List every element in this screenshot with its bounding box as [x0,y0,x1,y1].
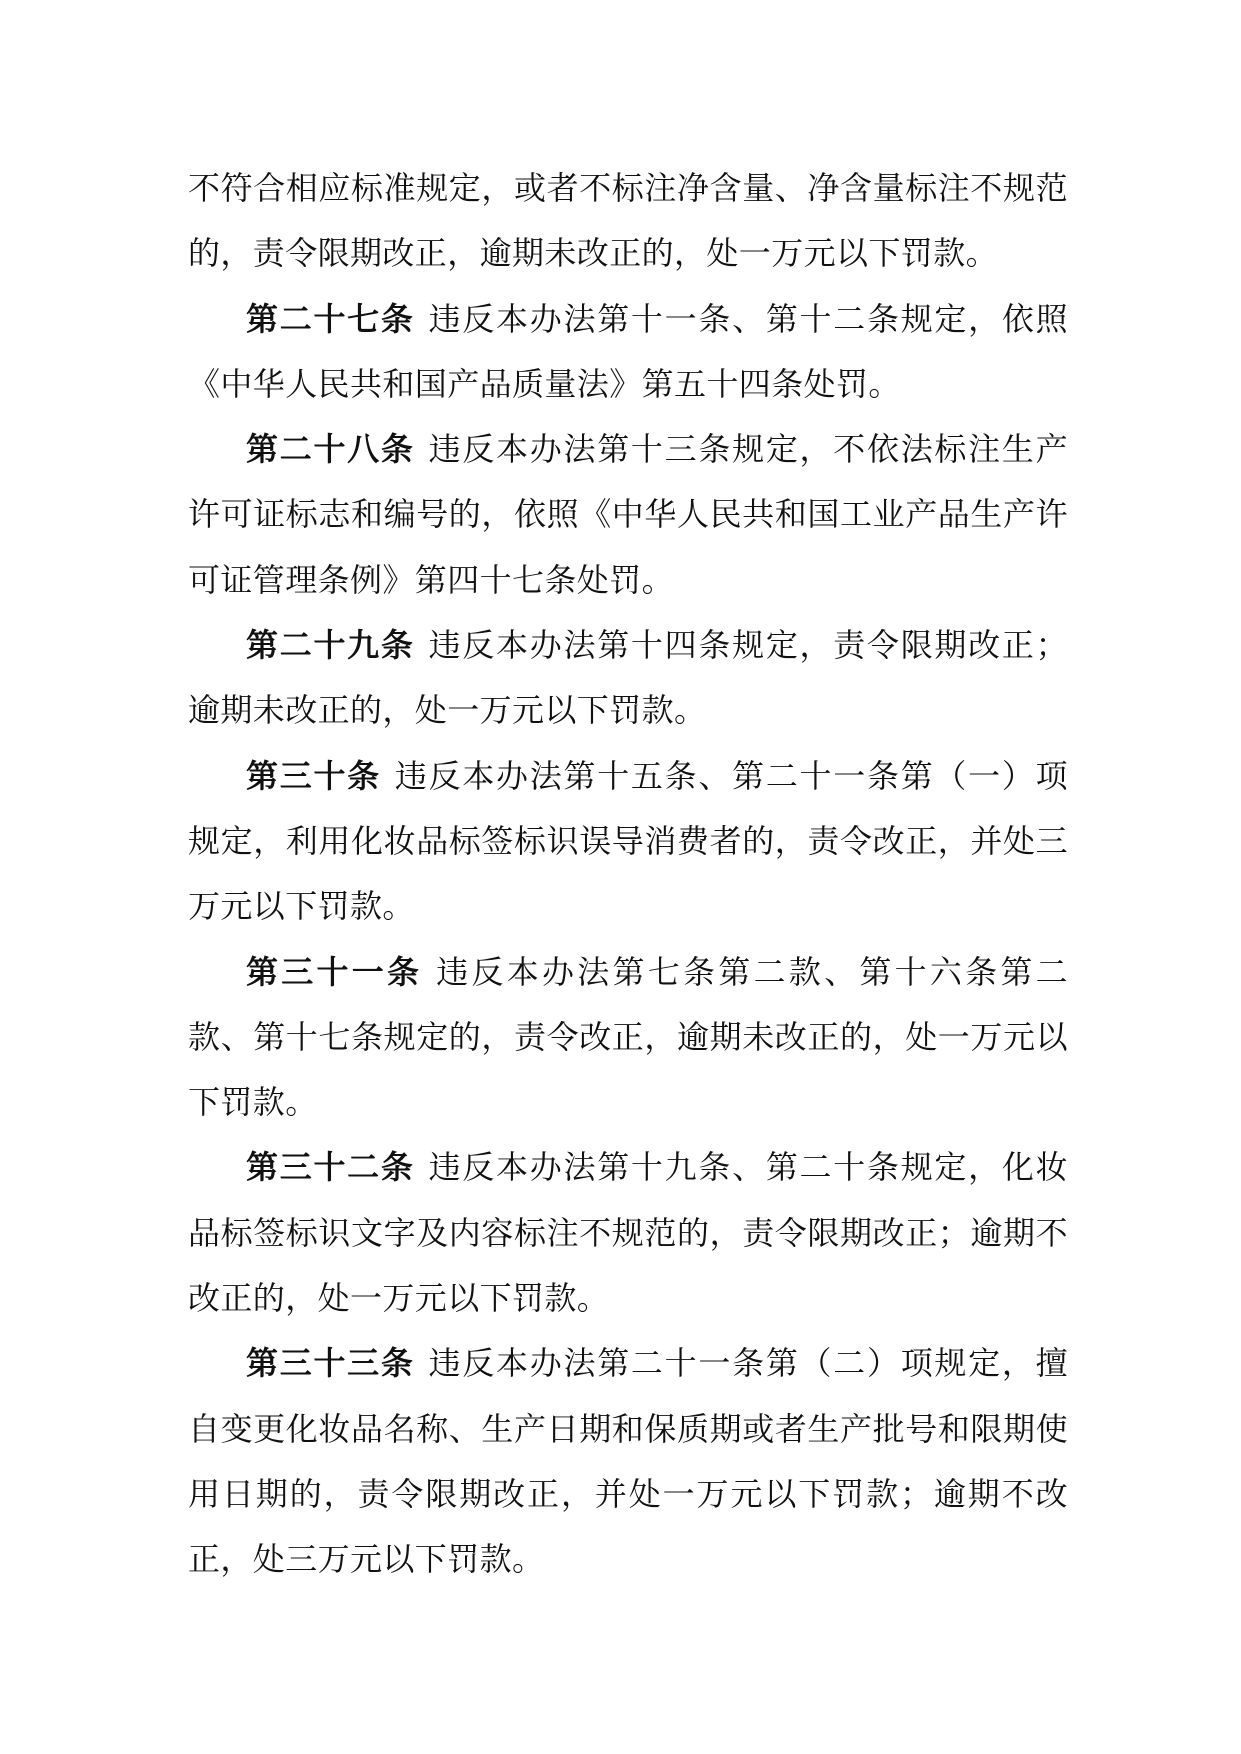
article-number: 第三十二条 [246,1148,415,1187]
article-number: 第三十条 [246,756,381,795]
article-number: 第三十三条 [246,1344,415,1383]
article-text: 违反本办法第二十一条第（二）项规定，擅自变更化妆品名称、生产日期和保质期或者生产批号和限期使用日期的，责令限期改正，并处一万元以下罚款；逾期不改正，处三万元以下罚款。 [188,1344,1068,1579]
article-number: 第三十一条 [246,952,423,991]
article-number: 第二十七条 [246,299,415,338]
document-page [188,156,1068,1593]
article-31 [188,940,1068,1136]
article-text: 违反本办法第十五条、第二十一条第（一）项规定，利用化妆品标签标识误导消费者的，责令改正，并处三万元以下罚款。 [188,756,1068,926]
continuation-paragraph: 不符合相应标准规定，或者不标注净含量、净含量标注不规范的，责令限期改正，逾期未改正的，处一万元以下罚款。 [188,169,1068,273]
article-text: 违反本办法第十九条、第二十条规定，化妆品标签标识文字及内容标注不规范的，责令限期改正；逾期不改正的，处一万元以下罚款。 [188,1148,1068,1318]
article-28 [188,417,1068,613]
article-text: 违反本办法第十三条规定，不依法标注生产许可证标志和编号的，依照《中华人民共和国工业产品生产许可证管理条例》第四十七条处罚。 [188,430,1068,599]
article-27 [188,287,1068,418]
article-text: 违反本办法第十四条规定，责令限期改正；逾期未改正的，处一万元以下罚款。 [188,626,1068,730]
article-29 [188,613,1068,744]
article-text: 违反本办法第七条第二款、第十六条第二款、第十七条规定的，责令改正，逾期未改正的，处一万元以下罚款。 [188,952,1068,1122]
article-text: 违反本办法第十一条、第十二条规定，依照《中华人民共和国产品质量法》第五十四条处罚。 [188,299,1068,403]
article-30 [188,744,1068,940]
article-number: 第二十九条 [246,626,415,665]
article-32 [188,1135,1068,1331]
article-number: 第二十八条 [246,430,415,469]
article-33 [188,1331,1068,1592]
